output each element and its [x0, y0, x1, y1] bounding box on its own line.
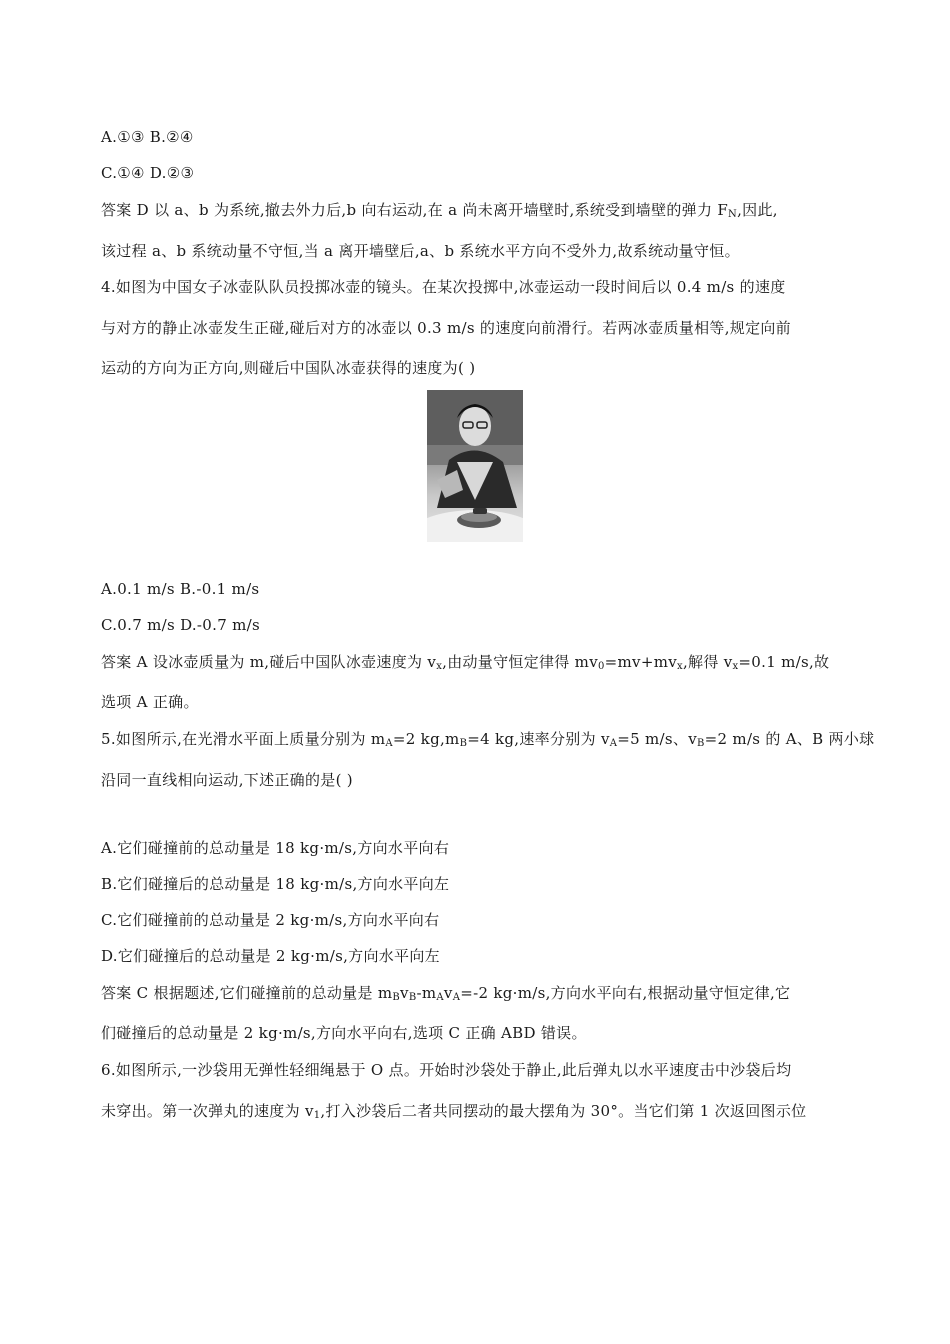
- q4-answer-line2: 选项 A 正确。: [101, 693, 199, 711]
- q5-stem-line2: 沿同一直线相向运动,下述正确的是( ): [101, 771, 353, 789]
- q4-answer-line1: 答案 A 设冰壶质量为 m,碰后中国队冰壶速度为 $v_x$,由动量守恒定律得 $mv_0=mv+mv_x$,解得 $v_x=0.1$ m/s,故: [101, 653, 830, 672]
- q5-option-a: A.它们碰撞前的总动量是 18 kg·m/s,方向水平向右: [101, 839, 450, 857]
- q6-stem-line2: 未穿出。第一次弹丸的速度为 $v_1$,打入沙袋后二者共同摆动的最大摆角为 30°。当它们第 1 次返回图示位: [101, 1102, 807, 1121]
- q4-stem-line3: 运动的方向为正方向,则碰后中国队冰壶获得的速度为( ): [101, 359, 476, 377]
- q3-answer-line1: 答案 D 以 a、b 为系统,撤去外力后,b 向右运动,在 a 尚未离开墙壁时,系统受到墙壁的弹力 $F_N$,因此,: [101, 201, 778, 220]
- q6-stem-line1: 6.如图所示,一沙袋用无弹性轻细绳悬于 O 点。开始时沙袋处于静止,此后弹丸以水平速度击中沙袋后均: [101, 1061, 792, 1079]
- q4-stem-line1: 4.如图为中国女子冰壶队队员投掷冰壶的镜头。在某次投掷中,冰壶运动一段时间后以 0.4 m/s 的速度: [101, 278, 786, 296]
- q4-options-ab: A.0.1 m/s B.-0.1 m/s: [101, 580, 260, 598]
- q4-stem-line2: 与对方的静止冰壶发生正碰,碰后对方的冰壶以 0.3 m/s 的速度向前滑行。若两冰壶质量相等,规定向前: [101, 319, 791, 337]
- q5-option-d: D.它们碰撞后的总动量是 2 kg·m/s,方向水平向左: [101, 947, 440, 965]
- q5-option-b: B.它们碰撞后的总动量是 18 kg·m/s,方向水平向左: [101, 875, 450, 893]
- q4-options-cd: C.0.7 m/s D.-0.7 m/s: [101, 616, 261, 634]
- q5-option-c: C.它们碰撞前的总动量是 2 kg·m/s,方向水平向右: [101, 911, 440, 929]
- q3-options-cd: C.①④ D.②③: [101, 164, 195, 182]
- curling-player-photo: [427, 390, 523, 542]
- q5-answer-line2: 们碰撞后的总动量是 2 kg·m/s,方向水平向右,选项 C 正确 ABD 错误。: [101, 1024, 587, 1042]
- q3-answer-line2: 该过程 a、b 系统动量不守恒,当 a 离开墙壁后,a、b 系统水平方向不受外力,故系统动量守恒。: [101, 242, 740, 260]
- q5-answer-line1: 答案 C 根据题述,它们碰撞前的总动量是 $m_Bv_B-m_Av_A=-2$ kg·m/s,方向水平向右,根据动量守恒定律,它: [101, 984, 791, 1003]
- q5-stem-line1: 5.如图所示,在光滑水平面上质量分别为 $m_A=2$ $kg,m_B=4$ kg,速率分别为 $v_A=5$ m/s、$v_B=2$ m/s 的 A、B 两小球: [101, 730, 875, 749]
- q3-options-ab: A.①③ B.②④: [101, 128, 194, 146]
